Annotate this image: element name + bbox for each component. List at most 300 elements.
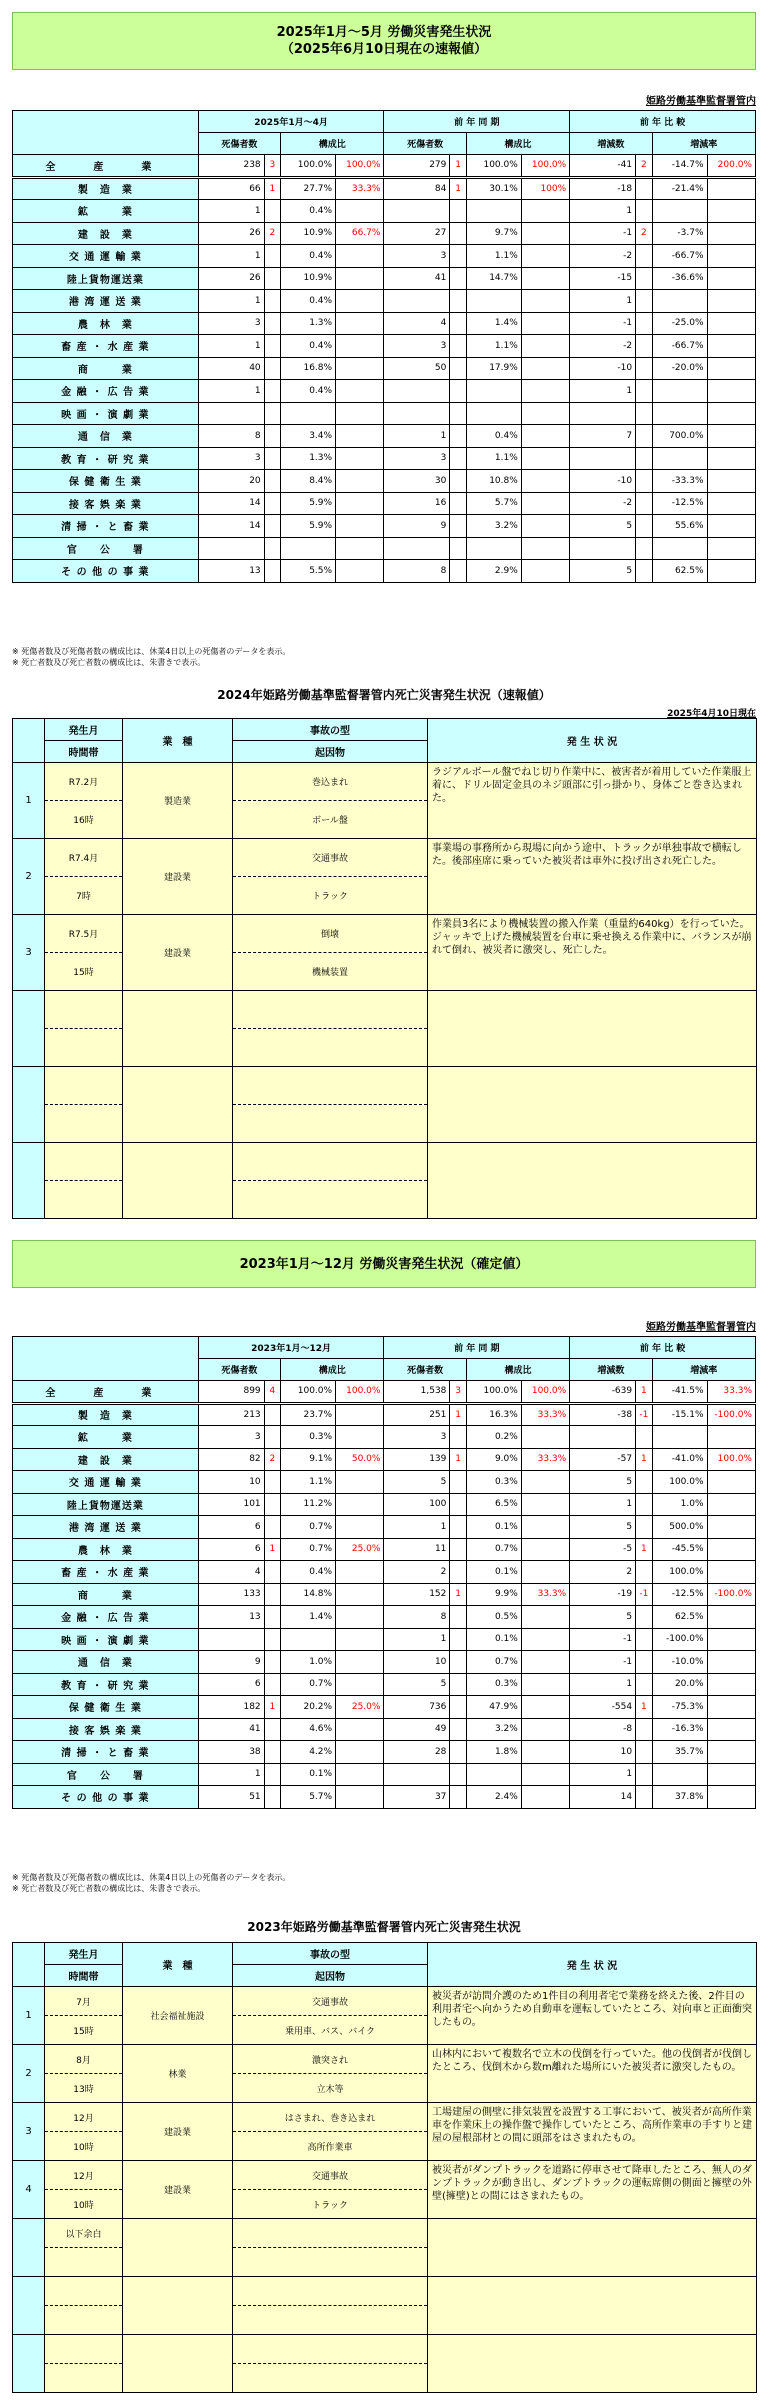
industry-name: 陸上貨物運送業 [13, 1493, 199, 1516]
death-change-rate [707, 1786, 755, 1809]
blank-cell [233, 1181, 428, 1219]
case-number: 1 [13, 1987, 45, 2045]
industry-name: 畜 産 ・ 水 産 業 [13, 1561, 199, 1584]
death-change: -1 [636, 1403, 652, 1426]
industry-name: 商 業 [13, 1583, 199, 1606]
industry-name: 教 育 ・ 研 究 業 [13, 447, 199, 470]
death-change-rate [707, 245, 755, 268]
blank-cell [45, 2364, 123, 2393]
industry-name: そ の 他 の 事 業 [13, 1786, 199, 1809]
case-number: 3 [13, 915, 45, 991]
death-change [636, 537, 652, 560]
casualties-current [198, 537, 264, 560]
case-time: 13時 [45, 2074, 123, 2103]
casualties-previous: 5 [384, 1673, 450, 1696]
industry-name: 清 掃 ・ と 畜 業 [13, 1741, 199, 1764]
death-change: -1 [636, 1583, 652, 1606]
death-ratio-current [336, 1786, 384, 1809]
ratio-previous: 9.9% [466, 1583, 521, 1606]
death-change-rate [707, 1741, 755, 1764]
blank-cell [428, 1067, 757, 1143]
change-count: -15 [570, 267, 636, 290]
death-ratio-previous [521, 1718, 569, 1741]
case-number: 4 [13, 2161, 45, 2219]
ratio-current [281, 537, 336, 560]
deaths-previous [450, 200, 466, 223]
industry-name: 全 産 業 [13, 1381, 199, 1404]
casualties-previous: 100 [384, 1493, 450, 1516]
casualties-current: 6 [198, 1538, 264, 1561]
industry-name: 港 湾 運 送 業 [13, 290, 199, 313]
death-ratio-previous [521, 380, 569, 403]
death-ratio-current [336, 1426, 384, 1449]
ratio-current: 10.9% [281, 267, 336, 290]
ratio-current: 0.4% [281, 380, 336, 403]
death-ratio-current [336, 1763, 384, 1786]
change-rate: 55.6% [652, 515, 707, 538]
casualties-previous: 279 [384, 155, 450, 178]
table-row [13, 1651, 756, 1674]
case-time: 15時 [45, 2016, 123, 2045]
industry-name: そ の 他 の 事 業 [13, 560, 199, 583]
ratio-previous: 2.4% [466, 1786, 521, 1809]
industry-name: 保 健 衛 生 業 [13, 470, 199, 493]
title-banner-2025 [12, 12, 756, 70]
ratio-current: 5.9% [281, 492, 336, 515]
death-change-rate [707, 1628, 755, 1651]
change-rate [652, 447, 707, 470]
table-row [13, 177, 756, 200]
case-time: 16時 [45, 801, 123, 839]
change-count: -41 [570, 155, 636, 178]
change-rate: 100.0% [652, 1561, 707, 1584]
deaths-previous: 1 [450, 1448, 466, 1471]
change-count: -38 [570, 1403, 636, 1426]
change-count [570, 1426, 636, 1449]
change-count [570, 402, 636, 425]
change-count: -19 [570, 1583, 636, 1606]
casualties-previous: 2 [384, 1561, 450, 1584]
ratio-current: 0.1% [281, 1763, 336, 1786]
case-number: 1 [13, 763, 45, 839]
death-change [636, 290, 652, 313]
death-ratio-current [336, 1471, 384, 1494]
ratio-previous: 3.2% [466, 515, 521, 538]
death-ratio-current: 100.0% [336, 1381, 384, 1404]
casualties-previous: 1 [384, 425, 450, 448]
change-count: 5 [570, 1471, 636, 1494]
death-change [636, 357, 652, 380]
blank-cell [233, 1029, 428, 1067]
ratio-previous [466, 537, 521, 560]
industry-name: 港 湾 運 送 業 [13, 1516, 199, 1539]
casualties-current: 20 [198, 470, 264, 493]
death-change-rate: -100.0% [707, 1403, 755, 1426]
deaths-previous: 1 [450, 155, 466, 178]
casualties-previous: 84 [384, 177, 450, 200]
casualties-previous: 27 [384, 222, 450, 245]
header-month: 発生月 [45, 1943, 123, 1965]
blank-cell [45, 2277, 123, 2306]
ratio-current: 9.1% [281, 1448, 336, 1471]
industry-name: 鉱 業 [13, 200, 199, 223]
death-change-rate [707, 537, 755, 560]
casualties-current: 38 [198, 1741, 264, 1764]
ratio-current: 5.9% [281, 515, 336, 538]
ratio-previous: 1.1% [466, 245, 521, 268]
ratio-current: 5.7% [281, 1786, 336, 1809]
blank-row [13, 2335, 757, 2364]
ratio-current: 0.7% [281, 1673, 336, 1696]
death-change-rate [707, 1426, 755, 1449]
group-header-compare: 前 年 比 較 [570, 1337, 756, 1359]
case-row [13, 2103, 757, 2132]
change-count: 1 [570, 380, 636, 403]
remainder-label: 以下余白 [45, 2219, 123, 2248]
deaths-previous [450, 1471, 466, 1494]
col-header-casualties: 死傷者数 [198, 133, 280, 155]
ratio-previous: 1.8% [466, 1741, 521, 1764]
death-ratio-current [336, 1741, 384, 1764]
death-ratio-current: 25.0% [336, 1696, 384, 1719]
case-cause: 機械装置 [233, 953, 428, 991]
blank-cell [428, 2335, 757, 2393]
ratio-previous: 9.0% [466, 1448, 521, 1471]
change-count: 14 [570, 1786, 636, 1809]
death-change-rate [707, 267, 755, 290]
death-change-rate: 100.0% [707, 1448, 755, 1471]
industry-name: 清 掃 ・ と 畜 業 [13, 515, 199, 538]
death-ratio-previous [521, 492, 569, 515]
case-cause: トラック [233, 877, 428, 915]
change-count: -10 [570, 470, 636, 493]
casualties-current: 51 [198, 1786, 264, 1809]
table-row [13, 1741, 756, 1764]
death-ratio-current [336, 380, 384, 403]
deaths-previous: 1 [450, 1403, 466, 1426]
case-accident-type: 倒壊 [233, 915, 428, 953]
death-change [636, 1426, 652, 1449]
table-row [13, 1448, 756, 1471]
blank-cell [45, 1029, 123, 1067]
deaths-previous [450, 1718, 466, 1741]
table-row [13, 1471, 756, 1494]
casualties-previous [384, 380, 450, 403]
table-row [13, 1606, 756, 1629]
death-ratio-current: 25.0% [336, 1538, 384, 1561]
case-accident-type: 交通事故 [233, 839, 428, 877]
deaths-previous [450, 537, 466, 560]
ratio-previous: 0.5% [466, 1606, 521, 1629]
death-ratio-current [336, 560, 384, 583]
death-change-rate [707, 515, 755, 538]
ratio-current: 14.8% [281, 1583, 336, 1606]
casualties-current: 6 [198, 1516, 264, 1539]
industry-name: 官 公 署 [13, 1763, 199, 1786]
header-industry: 業 種 [123, 1943, 233, 1987]
death-change-rate [707, 312, 755, 335]
ratio-current: 4.6% [281, 1718, 336, 1741]
table-row [13, 380, 756, 403]
casualties-previous: 28 [384, 1741, 450, 1764]
death-ratio-current [336, 425, 384, 448]
blank-cell [233, 2364, 428, 2393]
notes-2025 [12, 646, 290, 668]
casualties-current: 14 [198, 492, 264, 515]
death-ratio-previous [521, 447, 569, 470]
ratio-previous [466, 200, 521, 223]
deaths-current [264, 290, 280, 313]
casualties-current: 1 [198, 1763, 264, 1786]
deaths-previous [450, 492, 466, 515]
change-rate: -21.4% [652, 177, 707, 200]
change-rate: -33.3% [652, 470, 707, 493]
table-row [13, 537, 756, 560]
ratio-current: 0.4% [281, 290, 336, 313]
casualties-current: 101 [198, 1493, 264, 1516]
deaths-current [264, 515, 280, 538]
change-rate: 20.0% [652, 1673, 707, 1696]
change-rate [652, 380, 707, 403]
deaths-previous [450, 1741, 466, 1764]
change-rate: -16.3% [652, 1718, 707, 1741]
blank-cell [13, 2277, 45, 2335]
casualties-current: 1 [198, 290, 264, 313]
blank-cell [123, 2277, 233, 2335]
ratio-current: 27.7% [281, 177, 336, 200]
death-change-rate [707, 335, 755, 358]
stats-table-2023 [12, 1336, 756, 1809]
ratio-previous: 0.1% [466, 1561, 521, 1584]
title-2023-main: 2023年1月～12月 労働災害発生状況（確定値） [239, 1256, 529, 1272]
industry-name: 商 業 [13, 357, 199, 380]
death-change-rate [707, 1763, 755, 1786]
case-cause: 立木等 [233, 2074, 428, 2103]
deaths-previous [450, 1538, 466, 1561]
deaths-current [264, 1673, 280, 1696]
change-rate: -41.0% [652, 1448, 707, 1471]
change-count: 7 [570, 425, 636, 448]
casualties-current: 133 [198, 1583, 264, 1606]
change-count [570, 447, 636, 470]
industry-name: 映 画 ・ 演 劇 業 [13, 1628, 199, 1651]
death-change-rate [707, 357, 755, 380]
blank-cell [428, 2219, 757, 2277]
blank-cell [13, 991, 45, 1067]
blank-cell [233, 1143, 428, 1181]
death-ratio-current [336, 245, 384, 268]
death-change [636, 1471, 652, 1494]
casualties-previous: 3 [384, 447, 450, 470]
deaths-current [264, 1651, 280, 1674]
change-rate: -10.0% [652, 1651, 707, 1674]
case-cause: トラック [233, 2190, 428, 2219]
case-month: R7.5月 [45, 915, 123, 953]
change-count: -1 [570, 312, 636, 335]
case-cause: ボール盤 [233, 801, 428, 839]
table-row [13, 447, 756, 470]
casualties-current: 6 [198, 1673, 264, 1696]
table-row [13, 470, 756, 493]
blank-cell [233, 2335, 428, 2364]
industry-name: 金 融 ・ 広 告 業 [13, 1606, 199, 1629]
col-header-ratio: 構成比 [466, 1359, 569, 1381]
death-change-rate [707, 1538, 755, 1561]
casualties-current: 1 [198, 335, 264, 358]
death-change: 2 [636, 155, 652, 178]
fatal-header-row [13, 719, 757, 741]
blank-cell [233, 1105, 428, 1143]
deaths-previous [450, 290, 466, 313]
case-accident-type: 激突され [233, 2045, 428, 2074]
death-change [636, 470, 652, 493]
death-change: 1 [636, 1538, 652, 1561]
change-rate: -25.0% [652, 312, 707, 335]
casualties-previous: 9 [384, 515, 450, 538]
ratio-current: 0.3% [281, 1426, 336, 1449]
death-change-rate [707, 1718, 755, 1741]
deaths-previous [450, 335, 466, 358]
table-row [13, 357, 756, 380]
case-row [13, 763, 757, 801]
casualties-previous: 139 [384, 1448, 450, 1471]
case-industry: 林業 [123, 2045, 233, 2103]
deaths-previous [450, 1606, 466, 1629]
group-header-current: 2025年1月～4月 [198, 111, 384, 133]
casualties-current: 9 [198, 1651, 264, 1674]
industry-name: 畜 産 ・ 水 産 業 [13, 335, 199, 358]
deaths-previous [450, 402, 466, 425]
ratio-previous [466, 402, 521, 425]
casualties-current: 238 [198, 155, 264, 178]
deaths-previous [450, 1628, 466, 1651]
case-row [13, 839, 757, 877]
casualties-previous: 152 [384, 1583, 450, 1606]
death-change [636, 402, 652, 425]
group-header-compare: 前 年 比 較 [570, 111, 756, 133]
change-count: 10 [570, 1741, 636, 1764]
deaths-current [264, 492, 280, 515]
death-change-rate [707, 470, 755, 493]
industry-name: 通 信 業 [13, 425, 199, 448]
death-change-rate [707, 1673, 755, 1696]
case-time: 7時 [45, 877, 123, 915]
change-count: -18 [570, 177, 636, 200]
ratio-previous: 5.7% [466, 492, 521, 515]
death-change [636, 560, 652, 583]
death-change [636, 447, 652, 470]
table-row [13, 1561, 756, 1584]
deaths-previous [450, 1651, 466, 1674]
death-ratio-current [336, 1673, 384, 1696]
death-ratio-previous [521, 290, 569, 313]
blank-cell [13, 1067, 45, 1143]
deaths-current [264, 402, 280, 425]
death-ratio-previous [521, 357, 569, 380]
death-change-rate [707, 560, 755, 583]
case-number: 2 [13, 839, 45, 915]
change-count: 2 [570, 1561, 636, 1584]
change-count: -2 [570, 492, 636, 515]
ratio-current: 100.0% [281, 155, 336, 178]
table-row [13, 245, 756, 268]
death-ratio-current [336, 1606, 384, 1629]
change-count: -5 [570, 1538, 636, 1561]
col-header-change: 増減数 [570, 133, 652, 155]
death-ratio-current [336, 1516, 384, 1539]
change-count: -639 [570, 1381, 636, 1404]
death-ratio-previous [521, 312, 569, 335]
change-rate: 35.7% [652, 1741, 707, 1764]
blank-cell [13, 2219, 45, 2277]
change-count: -1 [570, 1628, 636, 1651]
blank-cell [13, 2335, 45, 2393]
deaths-previous [450, 560, 466, 583]
casualties-current: 3 [198, 1426, 264, 1449]
deaths-previous [450, 470, 466, 493]
ratio-current: 4.2% [281, 1741, 336, 1764]
table-row [13, 200, 756, 223]
header-time: 時間帯 [45, 1965, 123, 1987]
fatal-table-2023 [12, 1942, 757, 2393]
change-count: -2 [570, 335, 636, 358]
industry-name: 教 育 ・ 研 究 業 [13, 1673, 199, 1696]
casualties-previous: 16 [384, 492, 450, 515]
title-2025-main: 2025年1月～5月 労働災害発生状況 [276, 25, 492, 40]
death-ratio-previous [521, 1471, 569, 1494]
industry-name: 交 通 運 輸 業 [13, 1471, 199, 1494]
casualties-previous: 49 [384, 1718, 450, 1741]
ratio-current: 20.2% [281, 1696, 336, 1719]
death-change [636, 177, 652, 200]
deaths-current: 1 [264, 1538, 280, 1561]
change-rate: -14.7% [652, 155, 707, 178]
casualties-current: 14 [198, 515, 264, 538]
casualties-previous: 30 [384, 470, 450, 493]
case-month: 12月 [45, 2161, 123, 2190]
ratio-previous: 0.1% [466, 1516, 521, 1539]
office-label-2025: 姫路労働基準監督署管内 [646, 96, 756, 107]
group-header-previous: 前 年 同 期 [384, 1337, 570, 1359]
death-change [636, 425, 652, 448]
death-change-rate [707, 222, 755, 245]
blank-cell [233, 2306, 428, 2335]
table-row [13, 335, 756, 358]
case-month: 7月 [45, 1987, 123, 2016]
industry-name: 映 画 ・ 演 劇 業 [13, 402, 199, 425]
casualties-current [198, 402, 264, 425]
casualties-current: 13 [198, 560, 264, 583]
col-header-ratio: 構成比 [281, 133, 384, 155]
death-change [636, 245, 652, 268]
deaths-previous [450, 222, 466, 245]
ratio-current: 0.7% [281, 1538, 336, 1561]
deaths-current: 3 [264, 155, 280, 178]
table-row [13, 1538, 756, 1561]
casualties-current: 26 [198, 267, 264, 290]
casualties-current: 213 [198, 1403, 264, 1426]
death-ratio-current [336, 357, 384, 380]
header-month: 発生月 [45, 719, 123, 741]
blank-cell [123, 2335, 233, 2393]
death-change [636, 1628, 652, 1651]
ratio-current: 0.4% [281, 335, 336, 358]
deaths-previous: 1 [450, 1583, 466, 1606]
casualties-previous: 8 [384, 1606, 450, 1629]
casualties-previous [384, 1763, 450, 1786]
note-1: ※ 死傷者数及び死傷者数の構成比は、休業4日以上の死傷者のデータを表示。 [12, 647, 291, 656]
office-label-2023: 姫路労働基準監督署管内 [646, 1322, 756, 1333]
